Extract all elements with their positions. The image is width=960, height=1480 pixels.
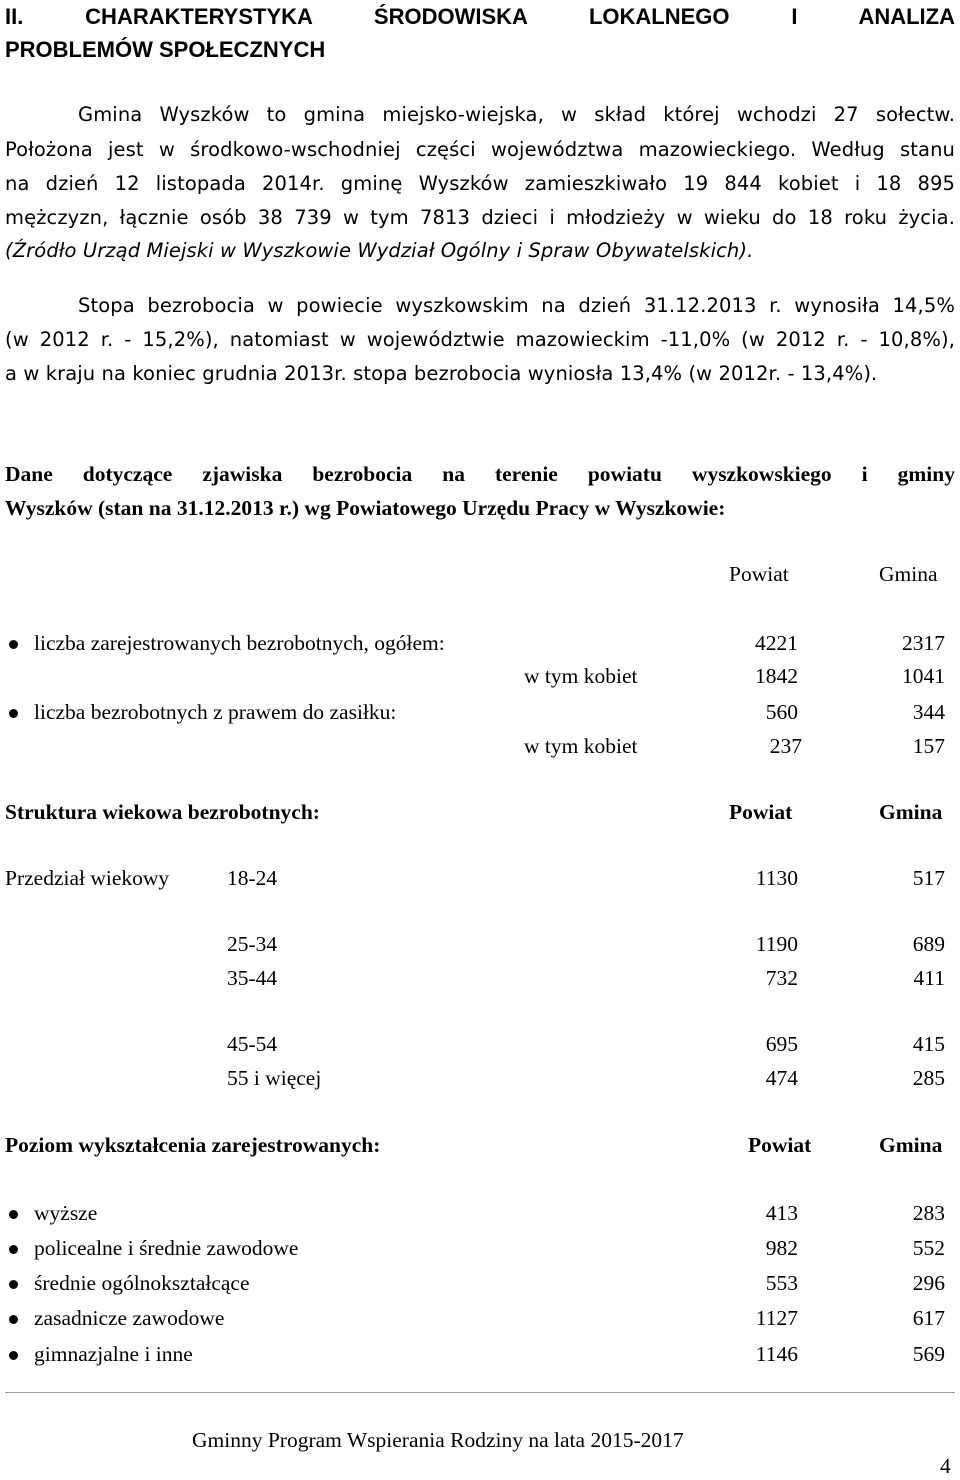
age-range: 35-44 bbox=[227, 966, 278, 990]
bullet-icon bbox=[9, 1245, 18, 1254]
education-title: Poziom wykształcenia zarejestrowanych: bbox=[5, 1133, 381, 1157]
registered-total-gmina: 2317 bbox=[902, 631, 945, 655]
section-heading-line2: PROBLEMÓW SPOŁECZNYCH bbox=[5, 37, 326, 62]
age-header-powiat: Powiat bbox=[729, 800, 793, 824]
age-gmina-value: 517 bbox=[912, 866, 945, 890]
intro-line-1: Gmina Wyszków to gmina miejsko-wiejska, w skład której wchodzi 27 sołectw. bbox=[78, 103, 955, 126]
age-powiat-value: 1130 bbox=[755, 866, 798, 890]
intro-source: (Źródło Urząd Miejski w Wyszkowie Wydział Ogólny i Spraw Obywatelskich). bbox=[5, 239, 754, 262]
intro-line-4: mężczyzn, łącznie osób 38 739 w tym 7813 dzieci i młodzieży w wieku do 18 roku życia. bbox=[5, 206, 955, 229]
age-header-gmina: Gmina bbox=[879, 800, 943, 824]
education-label: średnie ogólnokształcące bbox=[34, 1271, 250, 1295]
unemployment-line-1: Stopa bezrobocia w powiecie wyszkowskim na dzień 31.12.2013 r. wynosiła 14,5% bbox=[78, 294, 955, 317]
age-powiat-value: 695 bbox=[765, 1032, 798, 1056]
footer-program-title: Gminny Program Wspierania Rodziny na lata 2015-2017 bbox=[192, 1428, 684, 1452]
benefit-total-gmina: 344 bbox=[912, 700, 945, 724]
registered-total-label: liczba zarejestrowanych bezrobotnych, ogółem: bbox=[34, 631, 445, 655]
column-header-gmina: Gmina bbox=[879, 562, 938, 586]
age-range: 18-24 bbox=[227, 866, 278, 890]
age-range-label: Przedział wiekowy bbox=[5, 866, 170, 890]
age-range: 55 i więcej bbox=[227, 1066, 322, 1090]
data-heading-line1: Dane dotyczące zjawiska bezrobocia na terenie powiatu wyszkowskiego i gminy bbox=[5, 462, 955, 486]
education-powiat-value: 1127 bbox=[755, 1306, 798, 1330]
education-gmina-value: 283 bbox=[912, 1201, 945, 1225]
intro-line-2: Położona jest w środkowo-wschodniej części województwa mazowieckiego. Według stanu bbox=[5, 138, 955, 161]
education-label: zasadnicze zawodowe bbox=[34, 1306, 225, 1330]
education-label: gimnazjalne i inne bbox=[34, 1342, 193, 1366]
age-gmina-value: 689 bbox=[912, 932, 945, 956]
education-header-powiat: Powiat bbox=[748, 1133, 812, 1157]
intro-line-3: na dzień 12 listopada 2014r. gminę Wyszków zamieszkiwało 19 844 kobiet i 18 895 bbox=[5, 172, 955, 195]
benefit-total-label: liczba bezrobotnych z prawem do zasiłku: bbox=[34, 700, 397, 724]
bullet-icon bbox=[9, 1280, 18, 1289]
age-range: 45-54 bbox=[227, 1032, 278, 1056]
age-gmina-value: 411 bbox=[913, 966, 945, 990]
education-header-gmina: Gmina bbox=[879, 1133, 943, 1157]
age-gmina-value: 415 bbox=[912, 1032, 945, 1056]
unemployment-line-3: a w kraju na koniec grudnia 2013r. stopa bezrobocia wyniosła 13,4% (w 2012r. - 13,4%). bbox=[5, 362, 878, 385]
age-range: 25-34 bbox=[227, 932, 278, 956]
benefit-women-powiat: 237 bbox=[769, 734, 802, 758]
age-powiat-value: 1190 bbox=[755, 932, 798, 956]
age-structure-title: Struktura wiekowa bezrobotnych: bbox=[5, 800, 320, 824]
registered-women-label: w tym kobiet bbox=[524, 664, 638, 688]
education-powiat-value: 413 bbox=[765, 1201, 798, 1225]
bullet-icon bbox=[9, 1210, 18, 1219]
education-gmina-value: 296 bbox=[912, 1271, 945, 1295]
education-label: policealne i średnie zawodowe bbox=[34, 1236, 299, 1260]
registered-total-powiat: 4221 bbox=[755, 631, 798, 655]
education-powiat-value: 553 bbox=[765, 1271, 798, 1295]
education-gmina-value: 569 bbox=[912, 1342, 945, 1366]
bullet-icon bbox=[9, 1315, 18, 1324]
benefit-women-gmina: 157 bbox=[912, 734, 945, 758]
bullet-icon bbox=[9, 1351, 18, 1360]
education-gmina-value: 552 bbox=[912, 1236, 945, 1260]
footer-divider bbox=[5, 1392, 955, 1393]
age-powiat-value: 474 bbox=[765, 1066, 798, 1090]
education-gmina-value: 617 bbox=[912, 1306, 945, 1330]
age-powiat-value: 732 bbox=[765, 966, 798, 990]
column-header-powiat: Powiat bbox=[729, 562, 789, 586]
education-label: wyższe bbox=[34, 1201, 98, 1225]
registered-women-gmina: 1041 bbox=[902, 664, 945, 688]
section-heading-line1: II. CHARAKTERYSTYKA ŚRODOWISKA LOKALNEGO I ANALIZA bbox=[5, 4, 955, 29]
benefit-total-powiat: 560 bbox=[765, 700, 798, 724]
age-gmina-value: 285 bbox=[912, 1066, 945, 1090]
education-powiat-value: 1146 bbox=[755, 1342, 798, 1366]
education-powiat-value: 982 bbox=[765, 1236, 798, 1260]
page-number: 4 bbox=[940, 1454, 951, 1478]
benefit-women-label: w tym kobiet bbox=[524, 734, 638, 758]
registered-women-powiat: 1842 bbox=[755, 664, 798, 688]
unemployment-line-2: (w 2012 r. - 15,2%), natomiast w województwie mazowieckim -11,0% (w 2012 r. - 10,8%), bbox=[5, 328, 955, 351]
data-heading-line2: Wyszków (stan na 31.12.2013 r.) wg Powiatowego Urzędu Pracy w Wyszkowie: bbox=[5, 496, 726, 520]
bullet-icon bbox=[9, 709, 18, 718]
bullet-icon bbox=[9, 640, 18, 649]
